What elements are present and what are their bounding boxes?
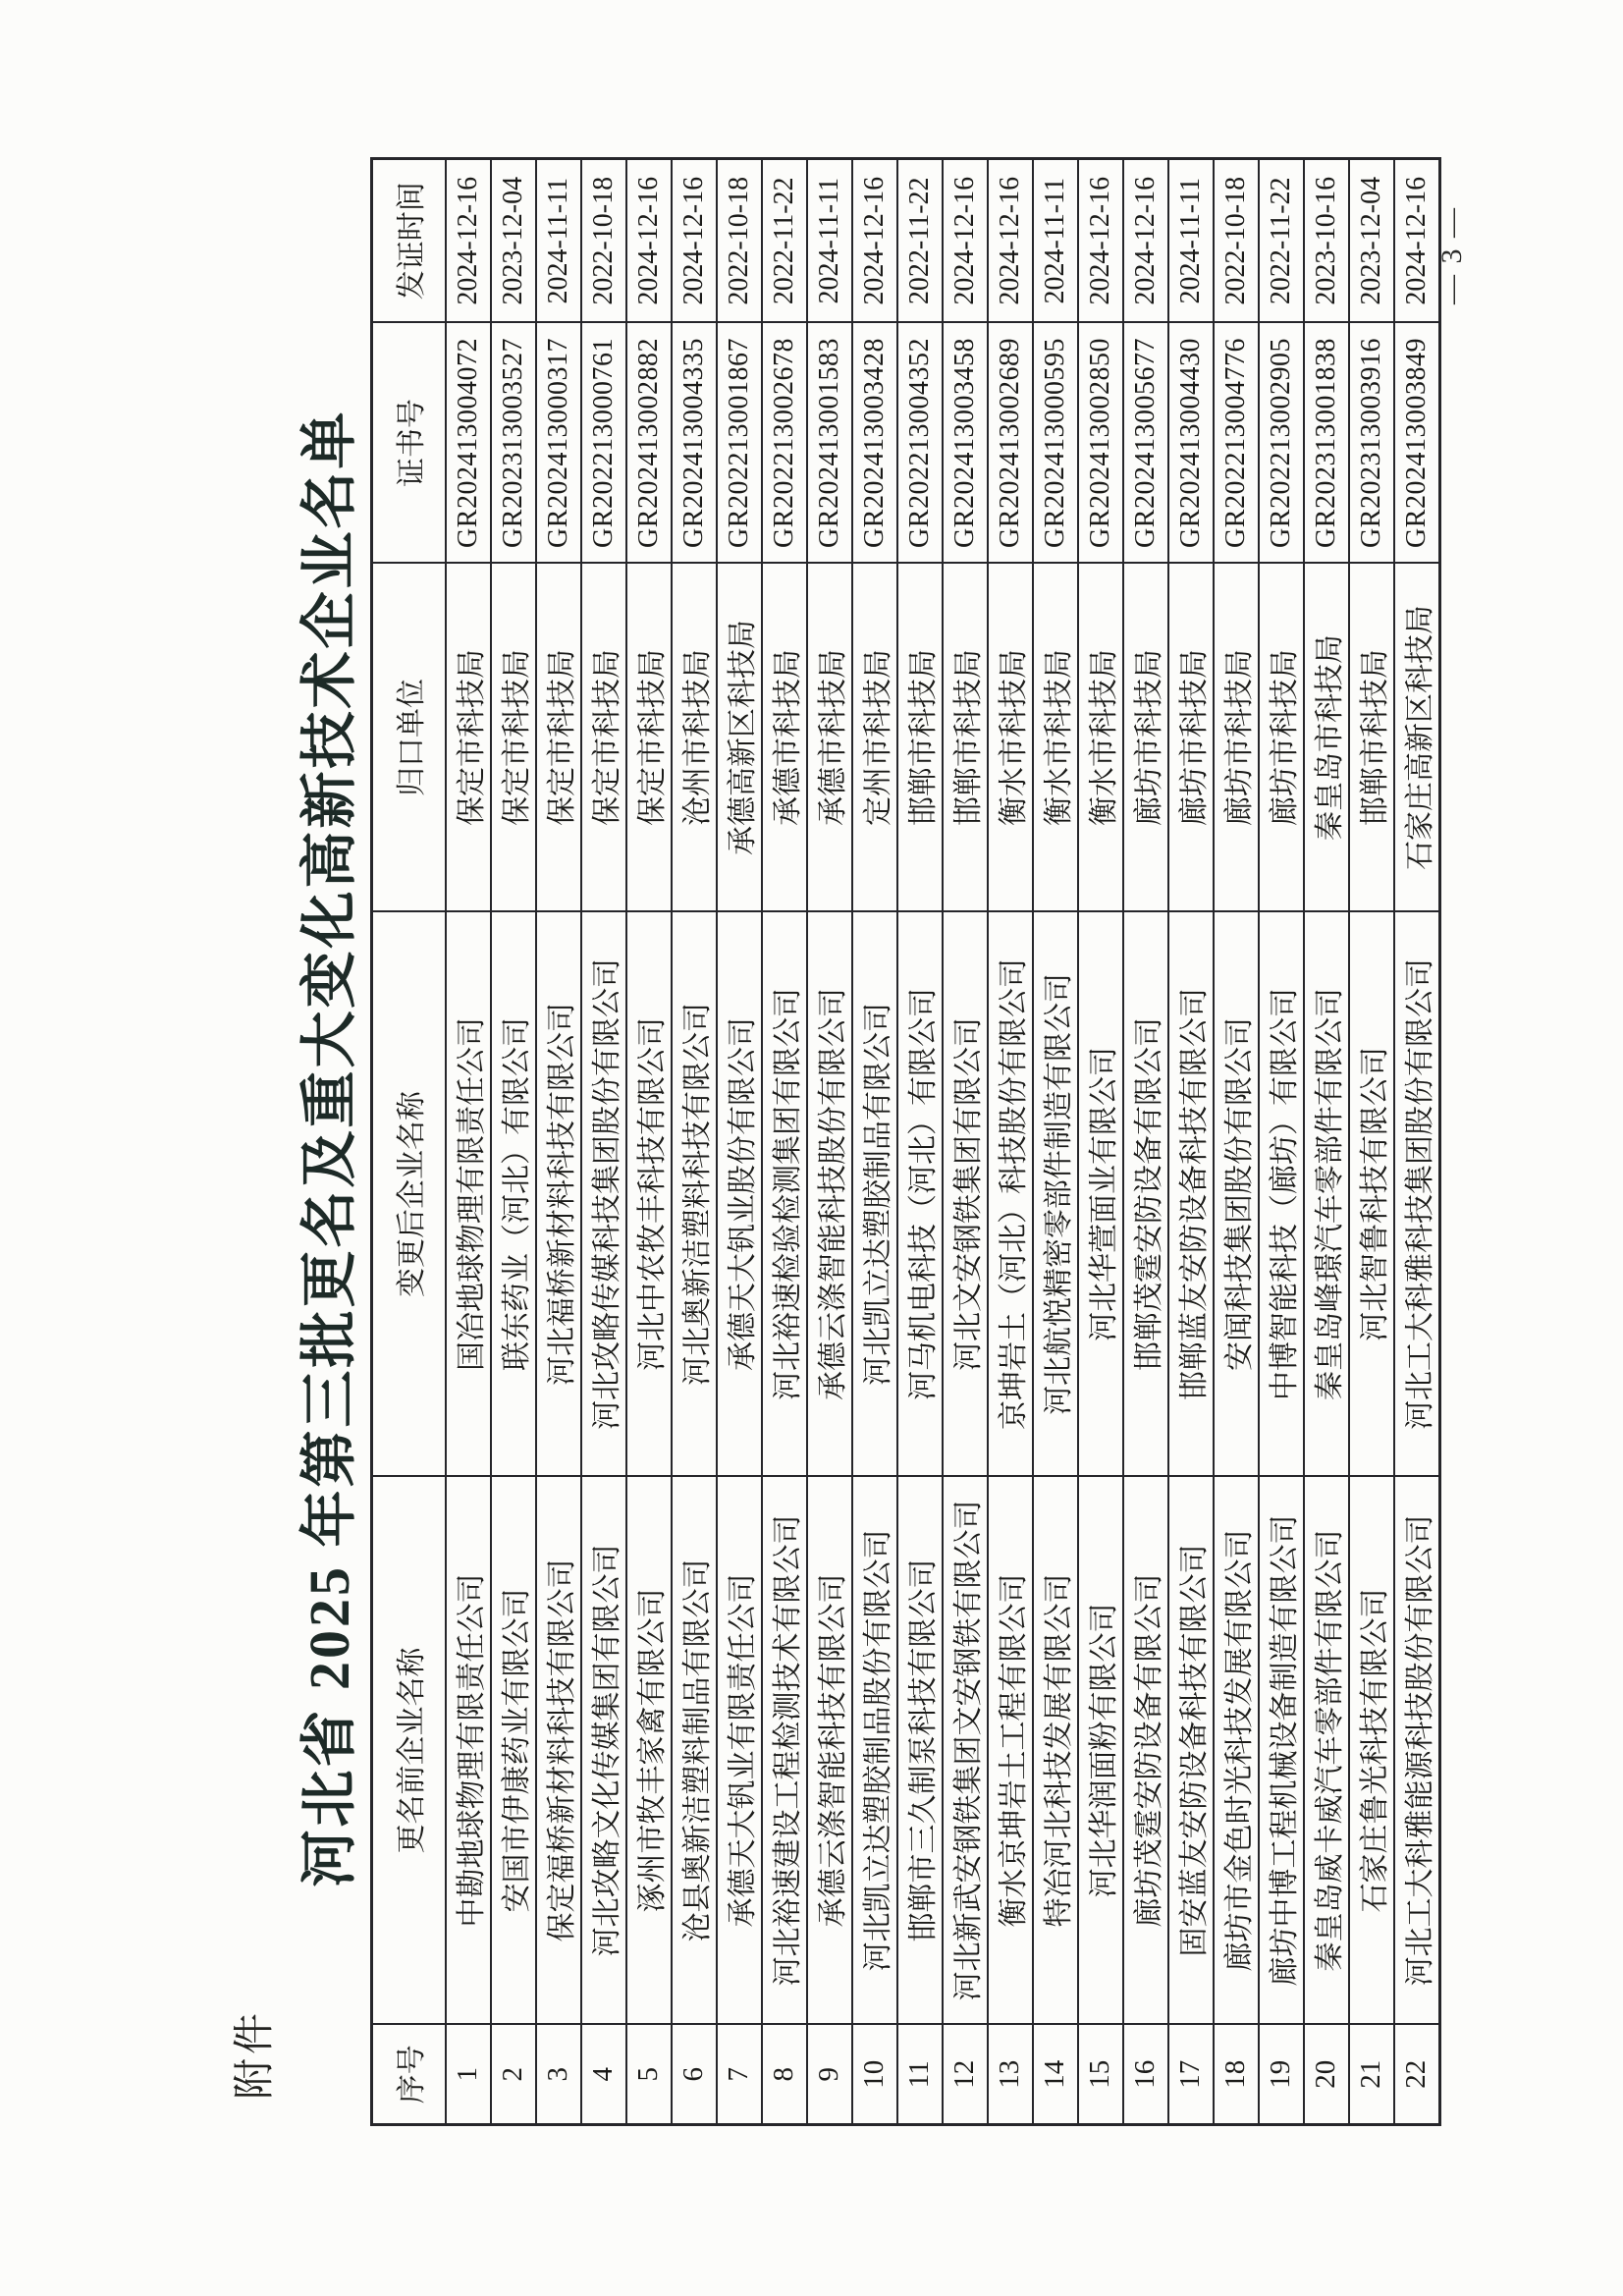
certificate-no-cell: GR202313001838 xyxy=(1304,323,1349,564)
authority-cell: 石家庄高新区科技局 xyxy=(1394,564,1440,912)
after-name-cell: 河马机电科技（河北）有限公司 xyxy=(897,912,943,1477)
after-name-cell: 河北文安钢铁集团有限公司 xyxy=(943,912,988,1477)
after-name-cell: 秦皇岛峰璟汽车零部件有限公司 xyxy=(1304,912,1349,1477)
table-row xyxy=(1259,159,1304,2125)
authority-cell: 保定市科技局 xyxy=(626,564,672,912)
column-header-authority: 归口单位 xyxy=(372,564,446,912)
authority-cell: 衡水市科技局 xyxy=(1078,564,1123,912)
seq-cell: 12 xyxy=(943,2025,988,2125)
issue-date-cell: 2024-11-11 xyxy=(1168,159,1214,323)
seq-cell: 18 xyxy=(1214,2025,1259,2125)
certificate-no-cell: GR202213002905 xyxy=(1259,323,1304,564)
authority-cell: 廊坊市科技局 xyxy=(1168,564,1214,912)
issue-date-cell: 2022-10-18 xyxy=(1214,159,1259,323)
table-row xyxy=(581,159,626,2125)
certificate-no-cell: GR202413004072 xyxy=(446,323,491,564)
seq-cell: 10 xyxy=(852,2025,897,2125)
authority-cell: 保定市科技局 xyxy=(446,564,491,912)
companies-table xyxy=(370,157,1441,2126)
seq-cell: 20 xyxy=(1304,2025,1349,2125)
certificate-no-cell: GR202413000595 xyxy=(1033,323,1078,564)
table-row xyxy=(807,159,852,2125)
before-name-cell: 保定福桥新材料科技有限公司 xyxy=(536,1477,581,2025)
seq-cell: 6 xyxy=(672,2025,717,2125)
issue-date-cell: 2023-12-04 xyxy=(491,159,536,323)
table-row xyxy=(446,159,491,2125)
after-name-cell: 河北工大科雅科技集团股份有限公司 xyxy=(1394,912,1440,1477)
seq-cell: 2 xyxy=(491,2025,536,2125)
before-name-cell: 廊坊茂霆安防设备有限公司 xyxy=(1123,1477,1168,2025)
seq-cell: 8 xyxy=(762,2025,807,2125)
seq-cell: 21 xyxy=(1349,2025,1394,2125)
issue-date-cell: 2024-12-16 xyxy=(672,159,717,323)
attachment-label: 附件 xyxy=(233,2008,278,2100)
after-name-cell: 河北智鲁科技有限公司 xyxy=(1349,912,1394,1477)
certificate-no-cell: GR202213002678 xyxy=(762,323,807,564)
table-row xyxy=(988,159,1033,2125)
certificate-no-cell: GR202313003916 xyxy=(1349,323,1394,564)
seq-cell: 9 xyxy=(807,2025,852,2125)
authority-cell: 廊坊市科技局 xyxy=(1123,564,1168,912)
seq-cell: 3 xyxy=(536,2025,581,2125)
seq-cell: 19 xyxy=(1259,2025,1304,2125)
column-header-before-name: 更名前企业名称 xyxy=(372,1477,446,2025)
after-name-cell: 河北凯立达塑胶制品有限公司 xyxy=(852,912,897,1477)
issue-date-cell: 2024-12-16 xyxy=(943,159,988,323)
seq-cell: 22 xyxy=(1394,2025,1440,2125)
certificate-no-cell: GR202313003527 xyxy=(491,323,536,564)
table-row xyxy=(536,159,581,2125)
after-name-cell: 河北福桥新材料科技有限公司 xyxy=(536,912,581,1477)
seq-cell: 17 xyxy=(1168,2025,1214,2125)
authority-cell: 衡水市科技局 xyxy=(988,564,1033,912)
before-name-cell: 河北攻略文化传媒集团有限公司 xyxy=(581,1477,626,2025)
issue-date-cell: 2024-12-16 xyxy=(852,159,897,323)
certificate-no-cell: GR202413003428 xyxy=(852,323,897,564)
authority-cell: 邯郸市科技局 xyxy=(943,564,988,912)
authority-cell: 承德高新区科技局 xyxy=(717,564,762,912)
authority-cell: 廊坊市科技局 xyxy=(1259,564,1304,912)
authority-cell: 承德市科技局 xyxy=(807,564,852,912)
before-name-cell: 衡水京坤岩土工程有限公司 xyxy=(988,1477,1033,2025)
issue-date-cell: 2022-10-18 xyxy=(581,159,626,323)
before-name-cell: 廊坊市金色时光科技发展有限公司 xyxy=(1214,1477,1259,2025)
seq-cell: 16 xyxy=(1123,2025,1168,2125)
authority-cell: 衡水市科技局 xyxy=(1033,564,1078,912)
after-name-cell: 承德云涤智能科技股份有限公司 xyxy=(807,912,852,1477)
authority-cell: 邯郸市科技局 xyxy=(1349,564,1394,912)
seq-cell: 11 xyxy=(897,2025,943,2125)
before-name-cell: 河北裕速建设工程检测技术有限公司 xyxy=(762,1477,807,2025)
table-row xyxy=(1214,159,1259,2125)
column-header-seq: 序号 xyxy=(372,2025,446,2125)
after-name-cell: 京坤岩土（河北）科技股份有限公司 xyxy=(988,912,1033,1477)
table-row xyxy=(897,159,943,2125)
certificate-no-cell: GR202213000761 xyxy=(581,323,626,564)
after-name-cell: 河北华萱面业有限公司 xyxy=(1078,912,1123,1477)
after-name-cell: 河北攻略传媒科技集团股份有限公司 xyxy=(581,912,626,1477)
after-name-cell: 中博智能科技（廊坊）有限公司 xyxy=(1259,912,1304,1477)
table-header-row xyxy=(372,159,446,2125)
after-name-cell: 邯郸茂霆安防设备有限公司 xyxy=(1123,912,1168,1477)
before-name-cell: 河北新武安钢铁集团文安钢铁有限公司 xyxy=(943,1477,988,2025)
table-row xyxy=(1394,159,1440,2125)
before-name-cell: 沧县奥新洁塑料制品有限公司 xyxy=(672,1477,717,2025)
issue-date-cell: 2022-10-18 xyxy=(717,159,762,323)
authority-cell: 保定市科技局 xyxy=(491,564,536,912)
certificate-no-cell: GR202413005677 xyxy=(1123,323,1168,564)
issue-date-cell: 2024-12-16 xyxy=(1394,159,1440,323)
issue-date-cell: 2024-12-16 xyxy=(626,159,672,323)
page-number: — 3 — xyxy=(1435,206,1468,304)
after-name-cell: 承德天大钒业股份有限公司 xyxy=(717,912,762,1477)
seq-cell: 13 xyxy=(988,2025,1033,2125)
issue-date-cell: 2024-12-16 xyxy=(1078,159,1123,323)
after-name-cell: 河北奥新洁塑料科技有限公司 xyxy=(672,912,717,1477)
before-name-cell: 邯郸市三久制泵科技有限公司 xyxy=(897,1477,943,2025)
table-row xyxy=(672,159,717,2125)
table-row xyxy=(943,159,988,2125)
table-row xyxy=(852,159,897,2125)
seq-cell: 5 xyxy=(626,2025,672,2125)
column-header-after-name: 变更后企业名称 xyxy=(372,912,446,1477)
before-name-cell: 河北华润面粉有限公司 xyxy=(1078,1477,1123,2025)
issue-date-cell: 2024-12-16 xyxy=(988,159,1033,323)
certificate-no-cell: GR202413002850 xyxy=(1078,323,1123,564)
authority-cell: 沧州市科技局 xyxy=(672,564,717,912)
authority-cell: 定州市科技局 xyxy=(852,564,897,912)
authority-cell: 保定市科技局 xyxy=(536,564,581,912)
before-name-cell: 安国市伊康药业有限公司 xyxy=(491,1477,536,2025)
before-name-cell: 石家庄鲁光科技有限公司 xyxy=(1349,1477,1394,2025)
column-header-certificate-no: 证书号 xyxy=(372,323,446,564)
before-name-cell: 河北工大科雅能源科技股份有限公司 xyxy=(1394,1477,1440,2025)
certificate-no-cell: GR202413002882 xyxy=(626,323,672,564)
after-name-cell: 河北航悦精密零部件制造有限公司 xyxy=(1033,912,1078,1477)
before-name-cell: 承德云涤智能科技有限公司 xyxy=(807,1477,852,2025)
after-name-cell: 河北中农牧丰科技有限公司 xyxy=(626,912,672,1477)
before-name-cell: 河北凯立达塑胶制品股份有限公司 xyxy=(852,1477,897,2025)
issue-date-cell: 2023-10-16 xyxy=(1304,159,1349,323)
certificate-no-cell: GR202413001583 xyxy=(807,323,852,564)
before-name-cell: 特冶河北科技发展有限公司 xyxy=(1033,1477,1078,2025)
before-name-cell: 廊坊中博工程机械设备制造有限公司 xyxy=(1259,1477,1304,2025)
authority-cell: 廊坊市科技局 xyxy=(1214,564,1259,912)
issue-date-cell: 2023-12-04 xyxy=(1349,159,1394,323)
table-row xyxy=(491,159,536,2125)
certificate-no-cell: GR202213004352 xyxy=(897,323,943,564)
authority-cell: 秦皇岛市科技局 xyxy=(1304,564,1349,912)
issue-date-cell: 2024-11-11 xyxy=(807,159,852,323)
after-name-cell: 联东药业（河北）有限公司 xyxy=(491,912,536,1477)
table-row xyxy=(1078,159,1123,2125)
certificate-no-cell: GR202413003458 xyxy=(943,323,988,564)
certificate-no-cell: GR202213001867 xyxy=(717,323,762,564)
authority-cell: 邯郸市科技局 xyxy=(897,564,943,912)
column-header-issue-date: 发证时间 xyxy=(372,159,446,323)
before-name-cell: 承德天大钒业有限责任公司 xyxy=(717,1477,762,2025)
table-row xyxy=(1033,159,1078,2125)
after-name-cell: 安闻科技集团股份有限公司 xyxy=(1214,912,1259,1477)
seq-cell: 15 xyxy=(1078,2025,1123,2125)
seq-cell: 4 xyxy=(581,2025,626,2125)
seq-cell: 7 xyxy=(717,2025,762,2125)
issue-date-cell: 2022-11-22 xyxy=(897,159,943,323)
before-name-cell: 中勘地球物理有限责任公司 xyxy=(446,1477,491,2025)
table-row xyxy=(626,159,672,2125)
table-row xyxy=(1349,159,1394,2125)
table-row xyxy=(1304,159,1349,2125)
issue-date-cell: 2024-11-11 xyxy=(1033,159,1078,323)
after-name-cell: 国冶地球物理有限责任公司 xyxy=(446,912,491,1477)
table-row xyxy=(762,159,807,2125)
authority-cell: 保定市科技局 xyxy=(581,564,626,912)
certificate-no-cell: GR202413004335 xyxy=(672,323,717,564)
table-row xyxy=(1123,159,1168,2125)
seq-cell: 1 xyxy=(446,2025,491,2125)
page-title: 河北省 2025 年第三批更名及重大变化高新技术企业名单 xyxy=(298,409,361,1887)
issue-date-cell: 2024-11-11 xyxy=(536,159,581,323)
before-name-cell: 固安蓝友安防设备科技有限公司 xyxy=(1168,1477,1214,2025)
table-row xyxy=(717,159,762,2125)
before-name-cell: 涿州市牧丰家禽有限公司 xyxy=(626,1477,672,2025)
issue-date-cell: 2024-12-16 xyxy=(1123,159,1168,323)
table-row xyxy=(1168,159,1214,2125)
certificate-no-cell: GR202413003849 xyxy=(1394,323,1440,564)
certificate-no-cell: GR202413000317 xyxy=(536,323,581,564)
certificate-no-cell: GR202413002689 xyxy=(988,323,1033,564)
issue-date-cell: 2022-11-22 xyxy=(1259,159,1304,323)
before-name-cell: 秦皇岛威卡威汽车零部件有限公司 xyxy=(1304,1477,1349,2025)
seq-cell: 14 xyxy=(1033,2025,1078,2125)
authority-cell: 承德市科技局 xyxy=(762,564,807,912)
after-name-cell: 河北裕速检验检测集团有限公司 xyxy=(762,912,807,1477)
issue-date-cell: 2022-11-22 xyxy=(762,159,807,323)
issue-date-cell: 2024-12-16 xyxy=(446,159,491,323)
certificate-no-cell: GR202213004776 xyxy=(1214,323,1259,564)
certificate-no-cell: GR202413004430 xyxy=(1168,323,1214,564)
after-name-cell: 邯郸蓝友安防设备科技有限公司 xyxy=(1168,912,1214,1477)
